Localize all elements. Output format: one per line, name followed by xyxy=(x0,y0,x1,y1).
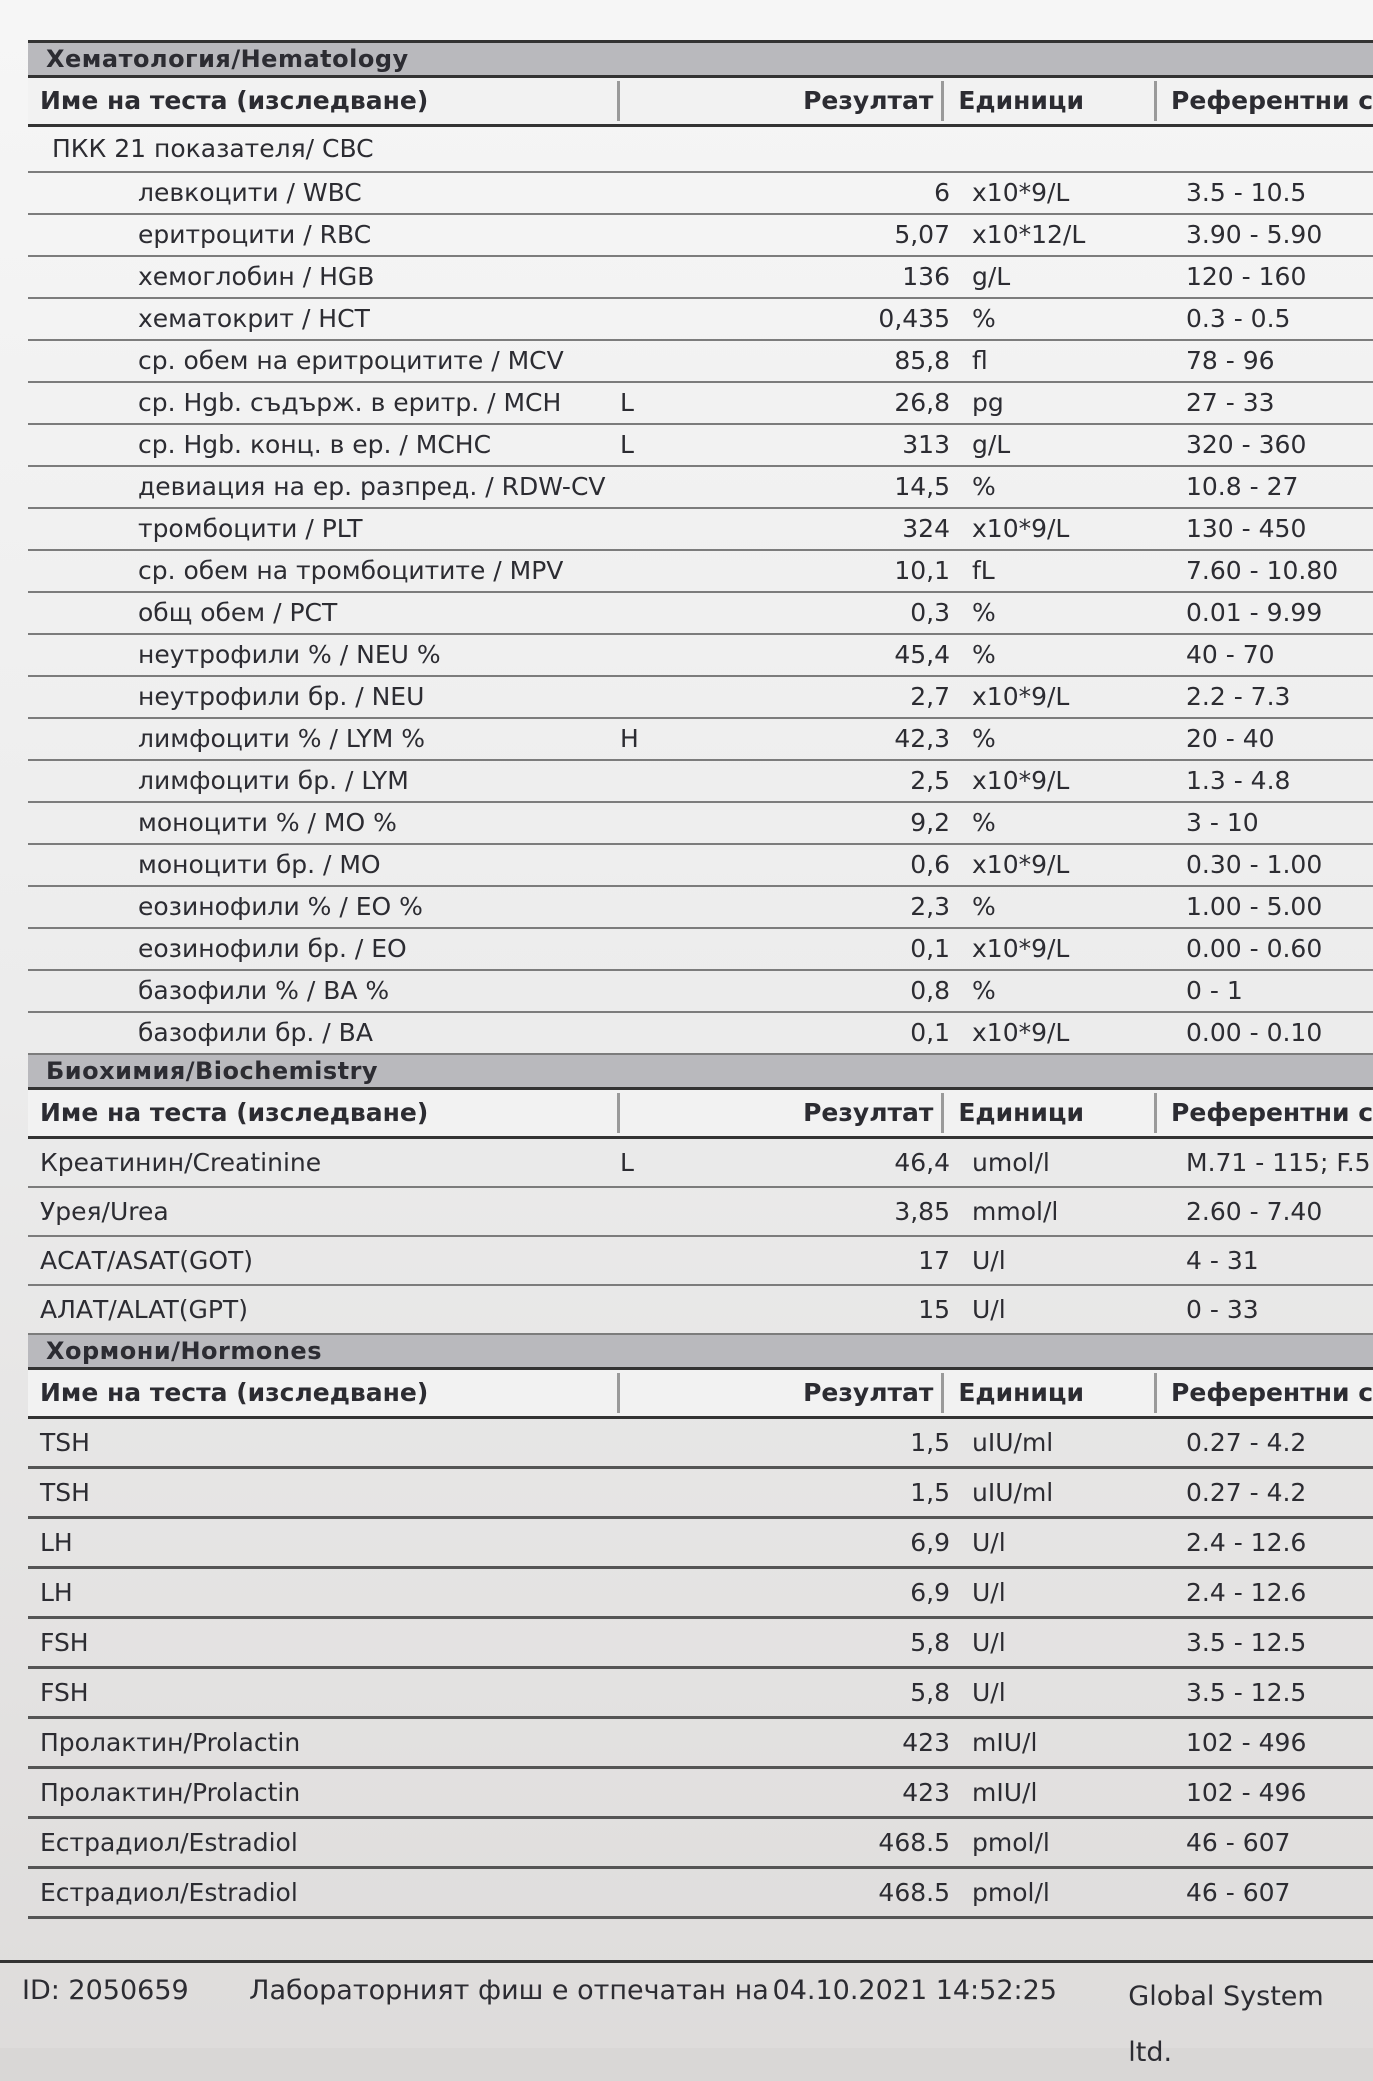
result-value: 42,3 xyxy=(894,724,950,753)
test-name: АСАТ/ASAT(GOT) xyxy=(40,1246,254,1275)
result-units: x10*9/L xyxy=(972,934,1070,963)
table-row xyxy=(28,383,1373,425)
table-row xyxy=(28,1769,1373,1819)
table-row xyxy=(28,1569,1373,1619)
reference-range: 3.90 - 5.90 xyxy=(1186,220,1323,249)
table-row xyxy=(28,1519,1373,1569)
reference-range: 0.3 - 0.5 xyxy=(1186,304,1291,333)
reference-range: 0.01 - 9.99 xyxy=(1186,598,1323,627)
reference-range: 2.4 - 12.6 xyxy=(1186,1578,1307,1607)
result-units: x10*9/L xyxy=(972,850,1070,879)
hormones-rows xyxy=(28,1419,1373,1919)
result-value: 324 xyxy=(902,514,950,543)
result-value: 468.5 xyxy=(878,1878,950,1907)
biochemistry-section xyxy=(28,1055,1373,1335)
reference-range: 40 - 70 xyxy=(1186,640,1275,669)
result-units: mIU/l xyxy=(972,1728,1038,1757)
result-units: % xyxy=(972,976,996,1005)
header-units: Единици xyxy=(944,1093,1157,1133)
result-value: 0,1 xyxy=(910,1018,950,1047)
table-row xyxy=(28,593,1373,635)
result-value: 2,7 xyxy=(910,682,950,711)
header-result: Резултат xyxy=(620,81,944,121)
result-value: 0,3 xyxy=(910,598,950,627)
table-row xyxy=(28,1819,1373,1869)
reference-range: 0 - 33 xyxy=(1186,1295,1259,1324)
result-value: 0,435 xyxy=(878,304,950,333)
reference-range: 3.5 - 12.5 xyxy=(1186,1628,1307,1657)
reference-range: 102 - 496 xyxy=(1186,1728,1307,1757)
column-header-row xyxy=(28,1370,1373,1419)
table-row xyxy=(28,173,1373,215)
section-title: Хематология/Hematology xyxy=(28,43,1373,78)
result-flag: L xyxy=(620,1148,634,1177)
result-units: U/l xyxy=(972,1295,1006,1324)
result-units: uIU/ml xyxy=(972,1428,1054,1457)
reference-range: 0.00 - 0.10 xyxy=(1186,1018,1323,1047)
reference-range: 46 - 607 xyxy=(1186,1828,1291,1857)
result-units: pmol/l xyxy=(972,1878,1050,1907)
result-units: U/l xyxy=(972,1528,1006,1557)
result-value: 85,8 xyxy=(894,346,950,375)
table-row xyxy=(28,299,1373,341)
result-value: 14,5 xyxy=(894,472,950,501)
result-units: g/L xyxy=(972,430,1011,459)
report-id: ID: 2050659 xyxy=(22,1975,189,2006)
result-units: x10*9/L xyxy=(972,514,1070,543)
header-units: Единици xyxy=(944,81,1157,121)
result-units: g/L xyxy=(972,262,1011,291)
result-value: 15 xyxy=(918,1295,950,1324)
test-name: TSH xyxy=(40,1428,90,1457)
result-value: 5,8 xyxy=(910,1628,950,1657)
result-value: 136 xyxy=(902,262,950,291)
reference-range: 3.5 - 12.5 xyxy=(1186,1678,1307,1707)
table-row xyxy=(28,803,1373,845)
reference-range: 78 - 96 xyxy=(1186,346,1275,375)
result-value: 6,9 xyxy=(910,1578,950,1607)
result-flag: L xyxy=(620,388,634,417)
table-row xyxy=(28,719,1373,761)
result-units: umol/l xyxy=(972,1148,1050,1177)
test-name: хематокрит / HCT xyxy=(138,304,370,333)
result-value: 423 xyxy=(902,1778,950,1807)
printed-label: Лабораторният фиш е отпечатан на xyxy=(249,1975,769,2006)
test-name: АЛАТ/ALAT(GPT) xyxy=(40,1295,248,1324)
test-name: моноцити бр. / MO xyxy=(138,850,381,879)
table-row xyxy=(28,1237,1373,1286)
lab-results xyxy=(28,40,1373,1919)
biochemistry-rows xyxy=(28,1139,1373,1335)
result-units: pg xyxy=(972,388,1004,417)
table-row xyxy=(28,1719,1373,1769)
test-name: Урея/Urea xyxy=(40,1197,169,1226)
test-name: TSH xyxy=(40,1478,90,1507)
test-name: Пролактин/Prolactin xyxy=(40,1778,301,1807)
reference-range: 0.27 - 4.2 xyxy=(1186,1428,1307,1457)
table-row xyxy=(28,1286,1373,1335)
test-name: лимфоцити % / LYM % xyxy=(138,724,425,753)
result-value: 9,2 xyxy=(910,808,950,837)
test-name: лимфоцити бр. / LYM xyxy=(138,766,409,795)
table-row xyxy=(28,1139,1373,1188)
result-units: U/l xyxy=(972,1678,1006,1707)
test-name: общ обем / PCT xyxy=(138,598,338,627)
table-row xyxy=(28,509,1373,551)
column-header-row xyxy=(28,78,1373,127)
result-units: U/l xyxy=(972,1246,1006,1275)
system-name: Global System ltd. xyxy=(1128,1981,1324,2068)
header-name: Име на теста (изследване) xyxy=(28,1373,620,1413)
header-result: Резултат xyxy=(620,1093,944,1133)
test-name: хемоглобин / HGB xyxy=(138,262,375,291)
reference-range: 320 - 360 xyxy=(1186,430,1307,459)
result-value: 468.5 xyxy=(878,1828,950,1857)
reference-range: 120 - 160 xyxy=(1186,262,1307,291)
table-row xyxy=(28,1419,1373,1469)
header-reference: Референтни с xyxy=(1171,86,1373,115)
result-value: 46,4 xyxy=(894,1148,950,1177)
test-name: базофили бр. / BA xyxy=(138,1018,373,1047)
result-units: x10*9/L xyxy=(972,1018,1070,1047)
section-title: Хормони/Hormones xyxy=(28,1335,1373,1370)
reference-range: 27 - 33 xyxy=(1186,388,1275,417)
test-name: FSH xyxy=(40,1628,89,1657)
table-row xyxy=(28,1188,1373,1237)
test-name: ср. обем на тромбоцитите / MPV xyxy=(138,556,564,585)
test-name: левкоцити / WBC xyxy=(138,178,362,207)
table-row xyxy=(28,1619,1373,1669)
result-units: fL xyxy=(972,556,995,585)
table-row xyxy=(28,635,1373,677)
reference-range: 130 - 450 xyxy=(1186,514,1307,543)
reference-range: 20 - 40 xyxy=(1186,724,1275,753)
reference-range: 3.5 - 10.5 xyxy=(1186,178,1307,207)
test-name: еритроцити / RBC xyxy=(138,220,372,249)
result-units: % xyxy=(972,472,996,501)
test-name: FSH xyxy=(40,1678,89,1707)
result-value: 10,1 xyxy=(894,556,950,585)
reference-range: 10.8 - 27 xyxy=(1186,472,1299,501)
table-row xyxy=(28,1469,1373,1519)
test-name: ср. обем на еритроцитите / MCV xyxy=(138,346,564,375)
result-value: 5,07 xyxy=(894,220,950,249)
result-value: 0,1 xyxy=(910,934,950,963)
table-row xyxy=(28,887,1373,929)
result-units: x10*9/L xyxy=(972,766,1070,795)
reference-range: 2.60 - 7.40 xyxy=(1186,1197,1323,1226)
table-row xyxy=(28,1669,1373,1719)
reference-range: 0.30 - 1.00 xyxy=(1186,850,1323,879)
table-row xyxy=(28,929,1373,971)
header-result: Резултат xyxy=(620,1373,944,1413)
result-units: % xyxy=(972,808,996,837)
table-row xyxy=(28,257,1373,299)
reference-range: 102 - 496 xyxy=(1186,1778,1307,1807)
reference-range: 2.4 - 12.6 xyxy=(1186,1528,1307,1557)
test-name: моноцити % / MO % xyxy=(138,808,397,837)
header-reference: Референтни с xyxy=(1171,1098,1373,1127)
test-name: LH xyxy=(40,1528,73,1557)
result-flag: L xyxy=(620,430,634,459)
header-name: Име на теста (изследване) xyxy=(28,81,620,121)
result-units: x10*12/L xyxy=(972,220,1086,249)
hormones-section xyxy=(28,1335,1373,1919)
reference-range: 0.27 - 4.2 xyxy=(1186,1478,1307,1507)
result-value: 0,6 xyxy=(910,850,950,879)
section-title: Биохимия/Biochemistry xyxy=(28,1055,1373,1090)
test-name: еозинофили бр. / EO xyxy=(138,934,407,963)
result-value: 17 xyxy=(918,1246,950,1275)
test-name: LH xyxy=(40,1578,73,1607)
reference-range: M.71 - 115; F.5 xyxy=(1186,1148,1371,1177)
reference-range: 0 - 1 xyxy=(1186,976,1243,1005)
test-name: неутрофили бр. / NEU xyxy=(138,682,425,711)
hematology-rows xyxy=(28,173,1373,1055)
result-value: 1,5 xyxy=(910,1428,950,1457)
result-units: x10*9/L xyxy=(972,178,1070,207)
reference-range: 0.00 - 0.60 xyxy=(1186,934,1323,963)
report-footer xyxy=(0,1960,1373,2068)
test-name: Креатинин/Creatinine xyxy=(40,1148,322,1177)
test-name: девиация на ер. разпред. / RDW-CV xyxy=(138,472,606,501)
table-row xyxy=(28,215,1373,257)
test-name: Естрадиол/Estradiol xyxy=(40,1878,298,1907)
result-units: U/l xyxy=(972,1628,1006,1657)
result-value: 6,9 xyxy=(910,1528,950,1557)
header-units: Единици xyxy=(944,1373,1157,1413)
result-value: 313 xyxy=(902,430,950,459)
result-units: % xyxy=(972,892,996,921)
result-units: pmol/l xyxy=(972,1828,1050,1857)
test-name: Пролактин/Prolactin xyxy=(40,1728,301,1757)
result-value: 2,5 xyxy=(910,766,950,795)
test-name: Естрадиол/Estradiol xyxy=(40,1828,298,1857)
reference-range: 7.60 - 10.80 xyxy=(1186,556,1339,585)
result-units: % xyxy=(972,724,996,753)
result-value: 26,8 xyxy=(894,388,950,417)
test-name: неутрофили % / NEU % xyxy=(138,640,441,669)
result-units: fl xyxy=(972,346,988,375)
hematology-section xyxy=(28,43,1373,1055)
test-name: базофили % / BA % xyxy=(138,976,390,1005)
result-units: U/l xyxy=(972,1578,1006,1607)
result-flag: H xyxy=(620,724,639,753)
result-value: 45,4 xyxy=(894,640,950,669)
cbc-group-label: ПКК 21 показателя/ CBC xyxy=(28,127,1373,173)
test-name: ср. Hgb. съдърж. в еритр. / MCH xyxy=(138,388,562,417)
result-value: 5,8 xyxy=(910,1678,950,1707)
result-units: uIU/ml xyxy=(972,1478,1054,1507)
result-units: % xyxy=(972,304,996,333)
table-row xyxy=(28,1869,1373,1919)
reference-range: 1.00 - 5.00 xyxy=(1186,892,1323,921)
table-row xyxy=(28,425,1373,467)
result-units: mmol/l xyxy=(972,1197,1059,1226)
table-row xyxy=(28,845,1373,887)
result-value: 423 xyxy=(902,1728,950,1757)
reference-range: 4 - 31 xyxy=(1186,1246,1259,1275)
table-row xyxy=(28,467,1373,509)
result-units: % xyxy=(972,598,996,627)
table-row xyxy=(28,971,1373,1013)
result-value: 2,3 xyxy=(910,892,950,921)
header-reference: Референтни с xyxy=(1171,1378,1373,1407)
result-units: x10*9/L xyxy=(972,682,1070,711)
reference-range: 3 - 10 xyxy=(1186,808,1259,837)
reference-range: 2.2 - 7.3 xyxy=(1186,682,1291,711)
column-header-row xyxy=(28,1090,1373,1139)
printed-datetime: 04.10.2021 14:52:25 xyxy=(772,1975,1057,2006)
table-row xyxy=(28,341,1373,383)
table-row xyxy=(28,551,1373,593)
table-row xyxy=(28,677,1373,719)
reference-range: 46 - 607 xyxy=(1186,1878,1291,1907)
result-units: % xyxy=(972,640,996,669)
result-value: 3,85 xyxy=(894,1197,950,1226)
test-name: ср. Hgb. конц. в ер. / MCHC xyxy=(138,430,492,459)
table-row xyxy=(28,761,1373,803)
test-name: тромбоцити / PLT xyxy=(138,514,363,543)
table-row xyxy=(28,1013,1373,1055)
result-value: 6 xyxy=(934,178,950,207)
header-name: Име на теста (изследване) xyxy=(28,1093,620,1133)
result-value: 1,5 xyxy=(910,1478,950,1507)
result-units: mIU/l xyxy=(972,1778,1038,1807)
test-name: еозинофили % / EO % xyxy=(138,892,423,921)
result-value: 0,8 xyxy=(910,976,950,1005)
reference-range: 1.3 - 4.8 xyxy=(1186,766,1291,795)
